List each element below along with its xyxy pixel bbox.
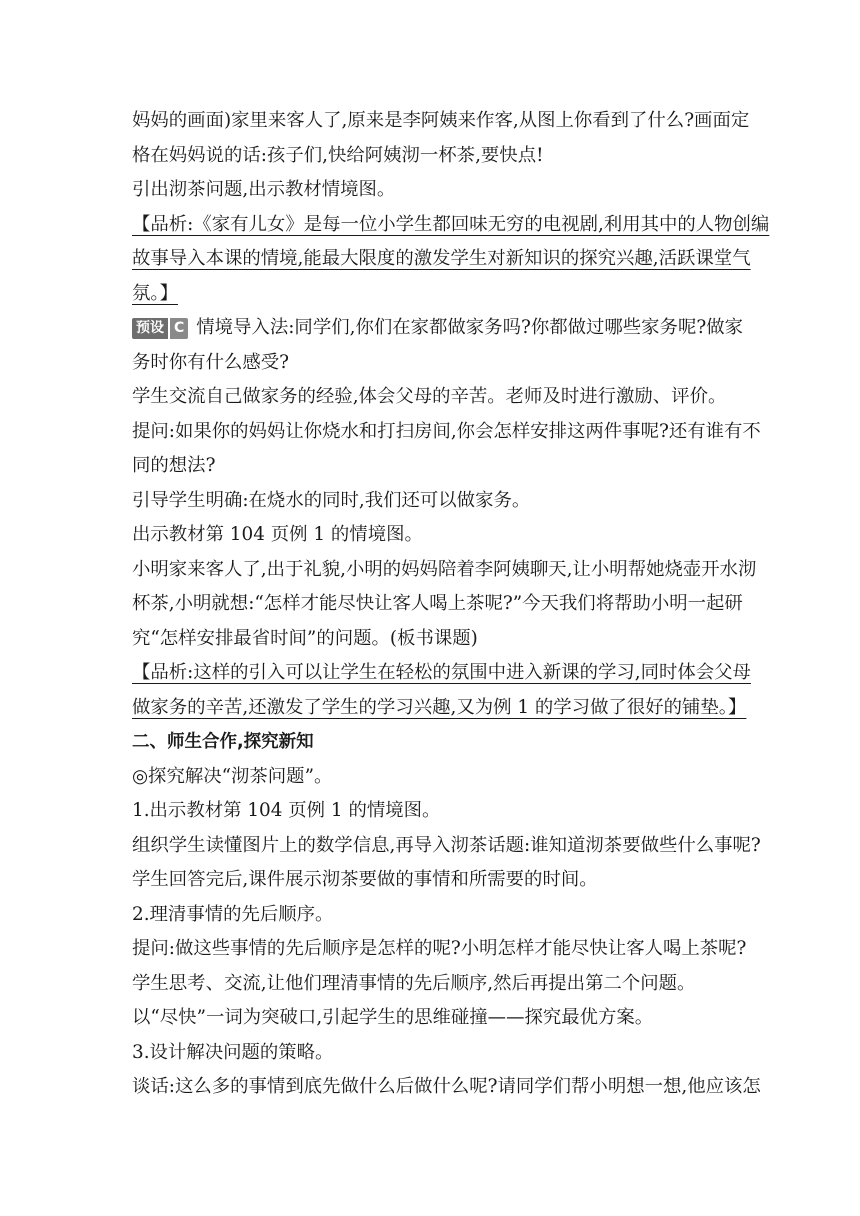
preset-badge-letter: C <box>170 318 188 339</box>
text-line: 杯茶,小明就想:“怎样才能尽快让客人喝上茶呢?”今天我们将帮助小明一起研 <box>132 593 743 614</box>
text-line: 格在妈妈说的话:孩子们,快给阿姨沏一杯茶,要快点! <box>132 144 544 166</box>
text-line: 究“怎样安排最省时间”的问题。(板书课题) <box>132 627 478 649</box>
analysis-note-line: 做家务的辛苦,还激发了学生的学习兴趣,又为例 1 的学习做了很好的铺垫。】 <box>132 696 747 718</box>
analysis-note-line: 【品析:《家有儿女》是每一位小学生都回味无穷的电视剧,利用其中的人物创编 <box>132 213 770 235</box>
text-line: 出示教材第 104 页例 1 的情境图。 <box>132 524 423 545</box>
analysis-note-line: 【品析:这样的引入可以让学生在轻松的氛围中进入新课的学习,同时体会父母 <box>132 662 751 683</box>
analysis-note-line: 故事导入本课的情境,能最大限度的激发学生对新知识的探究兴趣,活跃课堂气 <box>132 248 751 269</box>
analysis-note-line: 氛。】 <box>132 282 178 304</box>
text-line: 1.出示教材第 104 页例 1 的情境图。 <box>132 800 441 821</box>
section-heading: 二、师生合作,探究新知 <box>132 732 314 752</box>
preset-text: 情境导入法:同学们,你们在家都做家务吗?你都做过哪些家务呢?做家 <box>196 317 743 338</box>
text-line: 学生回答完后,课件展示沏茶要做的事情和所需要的时间。 <box>132 869 598 890</box>
text-line: 引出沏茶问题,出示教材情境图。 <box>132 179 396 200</box>
text-line: 组织学生读懂图片上的数学信息,再导入沏茶话题:谁知道沏茶要做些什么事呢? <box>132 834 761 856</box>
text-line: 学生交流自己做家务的经验,体会父母的辛苦。老师及时进行激励、评价。 <box>132 386 727 407</box>
text-line: 提问:如果你的妈妈让你烧水和打扫房间,你会怎样安排这两件事呢?还有谁有不 <box>132 420 761 442</box>
text-line: 2.理清事情的先后顺序。 <box>132 903 334 925</box>
text-line: 提问:做这些事情的先后顺序是怎样的呢?小明怎样才能尽快让客人喝上茶呢? <box>132 938 747 959</box>
text-line: 务时你有什么感受? <box>132 351 289 373</box>
document-page <box>132 104 770 1105</box>
text-line: 小明家来客人了,出于礼貌,小明的妈妈陪着李阿姨聊天,让小明帮她烧壶开水沏 <box>132 558 757 580</box>
text-line: 同的想法? <box>132 455 216 476</box>
text-line: 引导学生明确:在烧水的同时,我们还可以做家务。 <box>132 489 531 511</box>
preset-line <box>132 311 743 346</box>
text-line: 谈话:这么多的事情到底先做什么后做什么呢?请同学们帮小明想一想,他应该怎 <box>132 1076 761 1097</box>
text-line: 3.设计解决问题的策略。 <box>132 1041 334 1063</box>
text-line: 学生思考、交流,让他们理清事情的先后顺序,然后再提出第二个问题。 <box>132 972 696 994</box>
text-line: 以“尽快”一词为突破口,引起学生的思维碰撞——探究最优方案。 <box>132 1007 654 1028</box>
text-line: 妈妈的画面)家里来客人了,原来是李阿姨来作客,从图上你看到了什么?画面定 <box>132 110 750 131</box>
text-line: ◎探究解决“沏茶问题”。 <box>132 765 333 787</box>
preset-badge <box>132 318 188 339</box>
preset-badge-label: 预设 <box>132 318 168 339</box>
